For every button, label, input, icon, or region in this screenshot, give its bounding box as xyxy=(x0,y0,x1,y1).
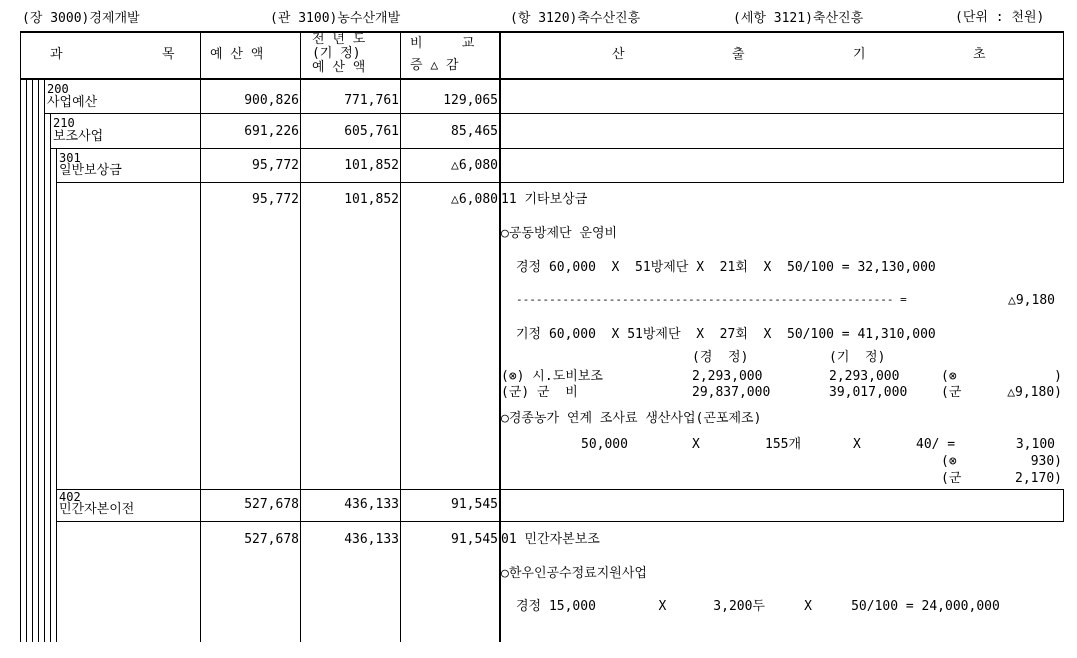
col-sep-budget xyxy=(200,31,201,642)
header-prev-1: 전 년 도 xyxy=(312,32,366,47)
row-301-diff: △6,080 xyxy=(451,158,498,173)
calc-line-12a: (군 xyxy=(941,471,962,486)
row-210-budget: 691,226 xyxy=(244,124,299,139)
calc-line-6a: (경 정) xyxy=(692,350,749,365)
row-402-diff: 91,545 xyxy=(451,497,498,512)
calc-line-8a: (군) 군 비 xyxy=(501,385,578,400)
header-gwamok-1: 과 xyxy=(50,47,63,62)
calc-line-7b: 2,293,000 xyxy=(692,369,763,384)
calc-line-8e: △9,180) xyxy=(1007,385,1062,400)
calc-line-10e: 40/ = xyxy=(916,437,956,452)
row-301-code: 301 xyxy=(59,151,81,165)
calc-402-line-3: 경정 15,000 X 3,200두 X 50/100 = 24,000,000 xyxy=(516,599,1000,614)
chapter-label: (장 3000)경제개발 xyxy=(22,11,140,26)
calc-line-5: 기정 60,000 X 51방제단 X 27회 X 50/100 = 41,310,000 xyxy=(516,327,936,342)
calc-line-7c: 2,293,000 xyxy=(829,369,900,384)
hier-line-6 xyxy=(56,149,57,642)
row-210-diff: 85,465 xyxy=(451,124,498,139)
row-301-budget: 95,772 xyxy=(252,158,299,173)
calc-line-9: ○경종농가 연계 조사료 생산사업(곤포제조) xyxy=(501,411,762,426)
row-402-detail-budget: 527,678 xyxy=(244,532,299,547)
calc-line-4: --------------------------------------------------------- = xyxy=(516,293,907,306)
calc-line-10d: X xyxy=(853,437,861,452)
calc-line-10f: 3,100 xyxy=(1015,437,1055,452)
calc-line-10b: X xyxy=(692,437,700,452)
hier-line-3 xyxy=(38,80,39,642)
row-301-detail-diff: △6,080 xyxy=(451,192,498,207)
calc-402-line-1: 01 민간자본보조 xyxy=(501,532,600,547)
row-402-detail-diff: 91,545 xyxy=(451,532,498,547)
row-line-210 xyxy=(50,148,1064,149)
row-line-301 xyxy=(56,182,1064,183)
hier-line-5 xyxy=(50,114,51,642)
row-402-code: 402 xyxy=(59,490,81,504)
item-label: (항 3120)축수산진흥 xyxy=(510,11,641,26)
header-calc-2: 출 xyxy=(732,47,745,62)
row-200-code: 200 xyxy=(47,82,69,96)
row-line-200 xyxy=(44,113,1064,114)
calc-line-4-value: △9,180 xyxy=(1008,293,1055,308)
calc-line-12b: 2,170) xyxy=(1015,471,1062,486)
col-sep-diff xyxy=(400,31,401,642)
header-cmp-2: 증 △ 감 xyxy=(410,58,459,73)
hier-line-1 xyxy=(26,80,27,642)
row-210-name: 보조사업 xyxy=(53,129,104,144)
row-line-402-top xyxy=(56,489,1064,490)
calc-line-8c: 39,017,000 xyxy=(829,385,908,400)
frame-left-line xyxy=(20,31,21,642)
row-402-detail-prev: 436,133 xyxy=(344,532,399,547)
header-budget: 예 산 액 xyxy=(210,47,264,62)
calc-402-line-2: ○한우인공수정료지원사업 xyxy=(501,566,647,581)
row-right-200 xyxy=(1063,80,1064,114)
row-right-210 xyxy=(1063,114,1064,149)
row-301-prev: 101,852 xyxy=(344,158,399,173)
row-200-budget: 900,826 xyxy=(244,93,299,108)
calc-line-7e: ) xyxy=(1054,369,1062,384)
header-gwamok-2: 목 xyxy=(162,47,175,62)
row-301-detail-prev: 101,852 xyxy=(344,192,399,207)
row-210-code: 210 xyxy=(53,116,75,130)
row-402-budget: 527,678 xyxy=(244,497,299,512)
row-right-301 xyxy=(1063,149,1064,183)
header-bottom-line xyxy=(20,78,1064,80)
row-402-name: 민간자본이전 xyxy=(59,502,135,517)
calc-line-3: 경정 60,000 X 51방제단 X 21회 X 50/100 = 32,130,000 xyxy=(516,260,936,275)
hier-line-2 xyxy=(32,80,33,642)
calc-line-7a: (⊗) 시.도비보조 xyxy=(501,369,603,384)
header-cmp-1: 비 교 xyxy=(410,36,475,51)
row-200-name: 사업예산 xyxy=(47,95,98,110)
calc-line-2: ○공동방제단 운영비 xyxy=(501,226,618,241)
calc-line-7d: (⊗ xyxy=(941,369,957,384)
calc-line-10a: 50,000 xyxy=(581,437,628,452)
row-line-402 xyxy=(56,521,1064,522)
row-200-prev: 771,761 xyxy=(344,93,399,108)
row-301-name: 일반보상금 xyxy=(59,163,122,178)
hier-line-4 xyxy=(44,80,45,642)
header-top-line xyxy=(20,31,1064,33)
calc-line-8d: (군 xyxy=(941,385,962,400)
row-210-prev: 605,761 xyxy=(344,124,399,139)
header-calc-3: 기 xyxy=(853,47,866,62)
calc-line-8b: 29,837,000 xyxy=(692,385,771,400)
calc-line-1: 11 기타보상금 xyxy=(501,192,588,207)
unit-label: (단위 : 천원) xyxy=(955,10,1045,25)
header-prev-2: (기 정) xyxy=(312,46,361,61)
section-label: (관 3100)농수산개발 xyxy=(270,11,401,26)
row-402-prev: 436,133 xyxy=(344,497,399,512)
calc-line-11a: (⊗ xyxy=(941,454,957,469)
header-calc-1: 산 xyxy=(612,47,625,62)
col-sep-prev xyxy=(300,31,301,642)
header-calc-4: 초 xyxy=(973,47,986,62)
calc-line-11b: 930) xyxy=(1030,454,1062,469)
calc-line-6b: (기 정) xyxy=(829,350,886,365)
col-sep-calc xyxy=(499,31,501,642)
header-prev-3: 예 산 액 xyxy=(312,60,366,75)
frame-right-line xyxy=(1063,31,1064,80)
row-right-402 xyxy=(1063,489,1064,522)
row-200-diff: 129,065 xyxy=(443,93,498,108)
calc-line-10c: 155개 xyxy=(765,437,802,452)
subitem-label: (세항 3121)축산진흥 xyxy=(733,11,864,26)
row-301-detail-budget: 95,772 xyxy=(252,192,299,207)
